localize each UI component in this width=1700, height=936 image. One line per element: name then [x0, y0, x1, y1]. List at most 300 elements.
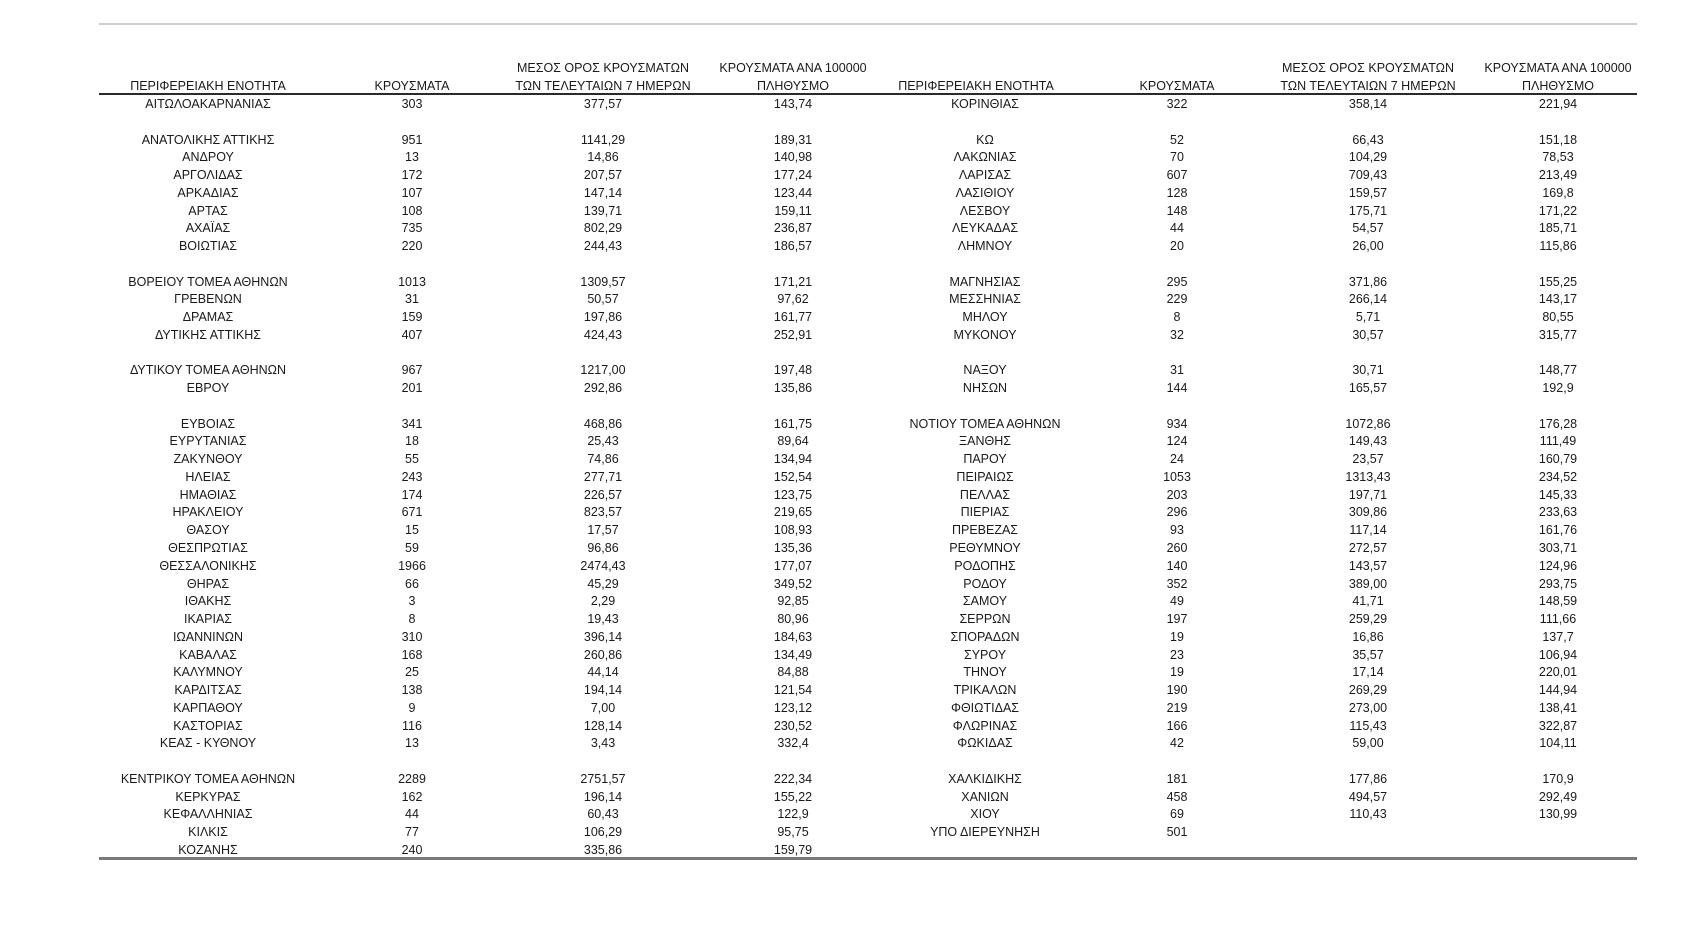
per100k-cell: 161,77 [773, 310, 813, 325]
region-cell: ΑΝΑΤΟΛΙΚΗΣ ΑΤΤΙΚΗΣ [141, 132, 275, 147]
per100k-cell: 130,99 [1538, 807, 1578, 822]
avg7-cell: 74,86 [587, 452, 619, 467]
avg7-cell: 25,43 [587, 434, 619, 449]
avg7-cell: 194,14 [583, 683, 623, 698]
per100k-cell: 349,52 [773, 576, 813, 591]
cases-cell: 42 [1170, 736, 1184, 751]
avg7-cell: 7,00 [590, 700, 616, 715]
region-cell: ΚΩ [976, 132, 994, 147]
header-per100k-line1: ΚΡΟΥΣΜΑΤΑ ΑΝΑ 100000 [1484, 61, 1632, 75]
cases-cell: 172 [401, 168, 423, 183]
avg7-cell: 17,57 [587, 523, 619, 538]
avg7-cell: 1217,00 [580, 363, 626, 378]
avg7-cell: 226,57 [583, 487, 623, 502]
region-cell: ΚΑΣΤΟΡΙΑΣ [173, 718, 243, 733]
per100k-cell: 197,48 [773, 363, 813, 378]
region-cell: ΚΑΛΥΜΝΟΥ [173, 665, 243, 680]
per100k-cell: 161,76 [1538, 523, 1578, 538]
per100k-cell: 135,86 [773, 381, 813, 396]
cases-cell: 607 [1166, 168, 1188, 183]
cases-cell: 24 [1170, 452, 1184, 467]
header-region: ΠΕΡΙΦΕΡΕΙΑΚΗ ΕΝΟΤΗΤΑ [130, 79, 286, 93]
per100k-cell: 137,7 [1542, 629, 1574, 644]
cases-cell: 220 [401, 239, 423, 254]
region-cell: ΕΥΒΟΙΑΣ [180, 416, 236, 431]
region-cell: ΠΙΕΡΙΑΣ [960, 505, 1010, 520]
avg7-cell: 207,57 [583, 168, 623, 183]
region-cell: ΣΠΟΡΑΔΩΝ [950, 629, 1020, 644]
cases-cell: 341 [401, 416, 423, 431]
cases-cell: 203 [1166, 487, 1188, 502]
cases-cell: 20 [1170, 239, 1184, 254]
per100k-cell: 106,94 [1538, 647, 1578, 662]
region-cell: ΛΗΜΝΟΥ [957, 239, 1013, 254]
avg7-cell: 59,00 [1352, 736, 1384, 751]
cases-cell: 31 [1170, 363, 1184, 378]
per100k-cell: 155,22 [773, 789, 813, 804]
avg7-cell: 30,71 [1352, 363, 1384, 378]
cases-cell: 174 [401, 487, 423, 502]
per100k-cell: 145,33 [1538, 487, 1578, 502]
region-cell: ΘΕΣΣΑΛΟΝΙΚΗΣ [159, 558, 257, 573]
avg7-cell: 1309,57 [580, 274, 626, 289]
per100k-cell: 151,18 [1538, 132, 1578, 147]
per100k-cell: 303,71 [1538, 541, 1578, 555]
per100k-cell: 121,54 [773, 683, 813, 698]
per100k-cell: 293,75 [1538, 576, 1578, 591]
header-cases: ΚΡΟΥΣΜΑΤΑ [374, 79, 450, 93]
region-cell: ΞΑΝΘΗΣ [959, 434, 1011, 449]
per100k-cell: 177,07 [773, 558, 813, 573]
avg7-cell: 14,86 [587, 150, 619, 165]
region-cell: ΛΕΥΚΑΔΑΣ [951, 221, 1019, 236]
avg7-cell: 1141,29 [580, 132, 626, 147]
cases-cell: 352 [1166, 576, 1188, 591]
region-cell: ΝΑΞΟΥ [963, 363, 1007, 378]
header-per100k-line1: ΚΡΟΥΣΜΑΤΑ ΑΝΑ 100000 [719, 61, 867, 75]
region-cell: ΙΘΑΚΗΣ [184, 594, 232, 609]
cases-cell: 168 [401, 647, 423, 662]
per100k-cell: 111,49 [1539, 434, 1577, 449]
region-cell: ΗΜΑΘΙΑΣ [179, 487, 237, 502]
avg7-cell: 266,14 [1348, 292, 1388, 307]
region-cell: ΚΕΑΣ - ΚΥΘΝΟΥ [159, 736, 257, 751]
cases-cell: 55 [405, 452, 419, 467]
cases-cell: 70 [1170, 150, 1184, 165]
region-cell: ΡΟΔΟΥ [963, 576, 1007, 591]
per100k-cell: 252,91 [773, 327, 813, 342]
per100k-cell: 169,8 [1542, 185, 1574, 200]
cases-cell: 19 [1170, 665, 1184, 680]
region-cell: ΚΕΡΚΥΡΑΣ [175, 789, 241, 804]
per100k-cell: 124,96 [1538, 558, 1578, 573]
avg7-cell: 1072,86 [1345, 416, 1391, 431]
cases-cell: 9 [408, 700, 416, 715]
avg7-cell: 139,71 [583, 203, 623, 218]
per100k-cell: 134,94 [773, 452, 813, 467]
avg7-cell: 45,29 [587, 576, 619, 591]
cases-cell: 44 [1170, 221, 1184, 236]
region-cell: ΤΡΙΚΑΛΩΝ [953, 683, 1017, 698]
per100k-cell: 111,66 [1539, 612, 1577, 627]
per100k-cell: 186,57 [773, 239, 813, 254]
avg7-cell: 197,71 [1348, 487, 1388, 502]
region-cell: ΧΑΛΚΙΔΙΚΗΣ [948, 771, 1022, 786]
cases-cell: 128 [1166, 185, 1188, 200]
per100k-cell: 220,01 [1538, 665, 1578, 680]
cases-cell: 124 [1166, 434, 1188, 449]
region-cell: ΒΟΙΩΤΙΑΣ [178, 239, 238, 254]
top-divider [99, 23, 1637, 25]
avg7-cell: 30,57 [1352, 327, 1384, 342]
region-cell: ΒΟΡΕΙΟΥ ΤΟΜΕΑ ΑΘΗΝΩΝ [128, 274, 288, 289]
avg7-cell: 309,86 [1348, 505, 1388, 520]
per100k-cell: 104,11 [1539, 736, 1577, 751]
per100k-cell: 123,75 [773, 487, 813, 502]
avg7-cell: 60,43 [587, 807, 619, 822]
region-cell: ΗΡΑΚΛΕΙΟΥ [172, 505, 244, 520]
cases-cell: 501 [1166, 825, 1188, 840]
per100k-cell: 148,77 [1538, 363, 1578, 378]
per100k-cell: 95,75 [777, 825, 809, 840]
avg7-cell: 26,00 [1352, 239, 1384, 254]
header-avg7-line2: ΤΩΝ ΤΕΛΕΥΤΑΙΩΝ 7 ΗΜΕΡΩΝ [515, 79, 691, 93]
per100k-cell: 152,54 [773, 469, 813, 484]
avg7-cell: 389,00 [1348, 576, 1388, 591]
avg7-cell: 371,86 [1348, 274, 1388, 289]
region-cell: ΚΕΝΤΡΙΚΟΥ ΤΟΜΕΑ ΑΘΗΝΩΝ [120, 771, 296, 786]
per100k-cell: 315,77 [1538, 327, 1578, 342]
cases-cell: 69 [1170, 807, 1184, 822]
region-cell: ΠΕΙΡΑΙΩΣ [956, 469, 1014, 484]
region-cell: ΓΡΕΒΕΝΩΝ [174, 292, 242, 307]
avg7-cell: 277,71 [583, 469, 623, 484]
per100k-cell: 140,98 [773, 150, 813, 165]
region-cell: ΝΗΣΩΝ [962, 381, 1008, 396]
per100k-cell: 192,9 [1542, 381, 1574, 396]
region-cell: ΜΗΛΟΥ [962, 310, 1008, 325]
avg7-cell: 335,86 [583, 842, 623, 857]
region-cell: ΘΕΣΠΡΩΤΙΑΣ [168, 541, 248, 555]
per100k-cell: 97,62 [777, 292, 809, 307]
region-cell: ΧΙΟΥ [970, 807, 1000, 822]
avg7-cell: 2474,43 [580, 558, 626, 573]
avg7-cell: 396,14 [583, 629, 623, 644]
bottom-divider [99, 857, 1637, 860]
cases-cell: 107 [401, 185, 423, 200]
cases-cell: 2289 [398, 771, 426, 786]
region-cell: ΚΟΡΙΝΘΙΑΣ [951, 97, 1019, 111]
avg7-cell: 159,57 [1348, 185, 1388, 200]
per100k-cell: 332,4 [777, 736, 809, 751]
avg7-cell: 54,57 [1352, 221, 1384, 236]
per100k-cell: 123,12 [773, 700, 813, 715]
per100k-cell: 143,74 [773, 97, 813, 111]
cases-cell: 108 [401, 203, 423, 218]
per100k-cell: 230,52 [773, 718, 813, 733]
avg7-cell: 128,14 [583, 718, 623, 733]
region-cell: ΑΧΑΪΑΣ [185, 221, 231, 236]
avg7-cell: 23,57 [1352, 452, 1384, 467]
region-cell: ΣΕΡΡΩΝ [959, 612, 1011, 627]
avg7-cell: 358,14 [1348, 97, 1388, 111]
avg7-cell: 175,71 [1348, 203, 1388, 218]
cases-cell: 407 [401, 327, 423, 342]
avg7-cell: 260,86 [583, 647, 623, 662]
cases-cell: 31 [405, 292, 419, 307]
region-cell: ΚΑΡΔΙΤΣΑΣ [174, 683, 242, 698]
region-cell: ΜΑΓΝΗΣΙΑΣ [949, 274, 1021, 289]
avg7-cell: 66,43 [1352, 132, 1384, 147]
avg7-cell: 244,43 [583, 239, 623, 254]
per100k-cell: 80,55 [1542, 310, 1574, 325]
cases-cell: 240 [401, 842, 423, 857]
per100k-cell: 213,49 [1538, 168, 1578, 183]
cases-cell: 1053 [1163, 469, 1191, 484]
cases-cell: 458 [1166, 789, 1188, 804]
per100k-cell: 143,17 [1538, 292, 1578, 307]
avg7-cell: 2,29 [590, 594, 616, 609]
region-cell: ΥΠΟ ΔΙΕΡΕΥΝΗΣΗ [930, 825, 1040, 840]
per100k-cell: 234,52 [1538, 469, 1578, 484]
region-cell: ΚΕΦΑΛΛΗΝΙΑΣ [163, 807, 253, 822]
cases-cell: 15 [405, 523, 419, 538]
cases-cell: 735 [401, 221, 423, 236]
region-cell: ΘΑΣΟΥ [186, 523, 230, 538]
avg7-cell: 106,29 [583, 825, 623, 840]
cases-cell: 18 [405, 434, 419, 449]
avg7-cell: 272,57 [1348, 541, 1388, 555]
per100k-cell: 221,94 [1538, 97, 1578, 111]
avg7-cell: 259,29 [1348, 612, 1388, 627]
per100k-cell: 292,49 [1538, 789, 1578, 804]
cases-cell: 49 [1170, 594, 1184, 609]
avg7-cell: 117,14 [1349, 523, 1387, 538]
avg7-cell: 177,86 [1348, 771, 1388, 786]
avg7-cell: 196,14 [583, 789, 623, 804]
cases-cell: 144 [1166, 381, 1188, 396]
per100k-cell: 108,93 [773, 523, 813, 538]
region-cell: ΣΑΜΟΥ [962, 594, 1008, 609]
region-cell: ΛΑΣΙΘΙΟΥ [955, 185, 1015, 200]
avg7-cell: 377,57 [583, 97, 623, 111]
region-cell: ΦΘΙΩΤΙΔΑΣ [950, 700, 1020, 715]
per100k-cell: 115,86 [1539, 239, 1577, 254]
avg7-cell: 292,86 [583, 381, 623, 396]
avg7-cell: 35,57 [1352, 647, 1384, 662]
region-cell: ΑΝΔΡΟΥ [182, 150, 234, 165]
cases-cell: 44 [405, 807, 419, 822]
region-cell: ΜΕΣΣΗΝΙΑΣ [949, 292, 1021, 307]
header-per100k [1484, 59, 1631, 95]
per100k-cell: 233,63 [1538, 505, 1578, 520]
avg7-cell: 104,29 [1348, 150, 1388, 165]
avg7-cell: 143,57 [1348, 558, 1388, 573]
avg7-cell: 2751,57 [580, 771, 626, 786]
per100k-cell: 222,34 [773, 771, 813, 786]
per100k-cell: 89,64 [777, 434, 809, 449]
avg7-cell: 468,86 [583, 416, 623, 431]
region-cell: ΣΥΡΟΥ [963, 647, 1007, 662]
per100k-cell: 122,9 [777, 807, 809, 822]
avg7-cell: 823,57 [583, 505, 623, 520]
cases-cell: 219 [1166, 700, 1188, 715]
cases-cell: 23 [1170, 647, 1184, 662]
per100k-cell: 177,24 [773, 168, 813, 183]
avg7-cell: 424,43 [583, 327, 623, 342]
region-cell: ΚΑΒΑΛΑΣ [179, 647, 237, 662]
per100k-cell: 138,41 [1538, 700, 1578, 715]
region-cell: ΔΥΤΙΚΗΣ ΑΤΤΙΚΗΣ [155, 327, 261, 342]
avg7-cell: 269,29 [1348, 683, 1388, 698]
cases-cell: 148 [1166, 203, 1188, 218]
header-divider [99, 93, 1637, 95]
avg7-cell: 17,14 [1352, 665, 1384, 680]
avg7-cell: 5,71 [1355, 310, 1381, 325]
per100k-cell: 171,22 [1538, 203, 1578, 218]
per100k-cell: 171,21 [773, 274, 813, 289]
avg7-cell: 115,43 [1349, 718, 1387, 733]
cases-cell: 166 [1166, 718, 1188, 733]
header-avg7-line2: ΤΩΝ ΤΕΛΕΥΤΑΙΩΝ 7 ΗΜΕΡΩΝ [1280, 79, 1456, 93]
avg7-cell: 96,86 [587, 541, 619, 555]
avg7-cell: 147,14 [583, 185, 623, 200]
cases-cell: 66 [405, 576, 419, 591]
cases-cell: 1013 [398, 274, 426, 289]
per100k-cell: 84,88 [777, 665, 809, 680]
cases-cell: 52 [1170, 132, 1184, 147]
region-cell: ΠΑΡΟΥ [963, 452, 1007, 467]
avg7-cell: 16,86 [1352, 629, 1384, 644]
region-cell: ΑΡΤΑΣ [188, 203, 228, 218]
region-cell: ΛΑΚΩΝΙΑΣ [953, 150, 1017, 165]
cases-cell: 951 [401, 132, 423, 147]
per100k-cell: 322,87 [1538, 718, 1578, 733]
cases-cell: 197 [1166, 612, 1188, 627]
header-cases: ΚΡΟΥΣΜΑΤΑ [1139, 79, 1215, 93]
region-cell: ΔΡΑΜΑΣ [182, 310, 234, 325]
per100k-cell: 134,49 [773, 647, 813, 662]
avg7-cell: 494,57 [1348, 789, 1388, 804]
region-cell: ΝΟΤΙΟΥ ΤΟΜΕΑ ΑΘΗΝΩΝ [909, 416, 1061, 431]
per100k-cell: 219,65 [773, 505, 813, 520]
region-cell: ΕΥΡΥΤΑΝΙΑΣ [169, 434, 247, 449]
cases-cell: 1966 [398, 558, 426, 573]
avg7-cell: 149,43 [1348, 434, 1388, 449]
avg7-cell: 1313,43 [1345, 469, 1391, 484]
region-cell: ΖΑΚΥΝΘΟΥ [173, 452, 243, 467]
region-cell: ΙΩΑΝΝΙΝΩΝ [172, 629, 244, 644]
per100k-cell: 159,79 [773, 842, 813, 857]
per100k-cell: 155,25 [1538, 274, 1578, 289]
cases-cell: 159 [401, 310, 423, 325]
per100k-cell: 189,31 [773, 132, 813, 147]
cases-cell: 8 [408, 612, 416, 627]
avg7-cell: 110,43 [1349, 807, 1387, 822]
cases-cell: 13 [405, 736, 419, 751]
cases-cell: 967 [401, 363, 423, 378]
header-per100k-line2: ΠΛΗΘΥΣΜΟ [757, 79, 829, 93]
region-cell: ΛΕΣΒΟΥ [959, 203, 1011, 218]
cases-cell: 260 [1166, 541, 1188, 555]
region-cell: ΗΛΕΙΑΣ [185, 469, 231, 484]
region-cell: ΚΙΛΚΙΣ [188, 825, 228, 840]
per100k-cell: 170,9 [1542, 771, 1574, 786]
per100k-cell: 160,79 [1538, 452, 1578, 467]
per100k-cell: 123,44 [773, 185, 813, 200]
cases-cell: 3 [408, 594, 416, 609]
cases-cell: 77 [405, 825, 419, 840]
per100k-cell: 135,36 [773, 541, 813, 555]
cases-cell: 93 [1170, 523, 1184, 538]
per100k-cell: 148,59 [1538, 594, 1578, 609]
region-cell: ΚΑΡΠΑΘΟΥ [173, 700, 243, 715]
cases-cell: 25 [405, 665, 419, 680]
per100k-cell: 236,87 [773, 221, 813, 236]
per100k-cell: 184,63 [773, 629, 813, 644]
avg7-cell: 41,71 [1352, 594, 1384, 609]
avg7-cell: 44,14 [587, 665, 619, 680]
header-avg7-line1: ΜΕΣΟΣ ΟΡΟΣ ΚΡΟΥΣΜΑΤΩΝ [516, 61, 690, 75]
region-cell: ΠΕΛΛΑΣ [959, 487, 1011, 502]
cases-cell: 229 [1166, 292, 1188, 307]
avg7-cell: 273,00 [1348, 700, 1388, 715]
header-avg7-line1: ΜΕΣΟΣ ΟΡΟΣ ΚΡΟΥΣΜΑΤΩΝ [1281, 61, 1455, 75]
cases-cell: 162 [401, 789, 423, 804]
per100k-cell: 176,28 [1538, 416, 1578, 431]
region-cell: ΤΗΝΟΥ [963, 665, 1007, 680]
region-cell: ΚΟΖΑΝΗΣ [178, 842, 238, 857]
per100k-cell: 92,85 [777, 594, 809, 609]
per100k-cell: 80,96 [777, 612, 809, 627]
header-per100k-line2: ΠΛΗΘΥΣΜΟ [1522, 79, 1594, 93]
header-avg7 [1280, 59, 1455, 95]
header-avg7 [515, 59, 690, 95]
region-cell: ΡΕΘΥΜΝΟΥ [949, 541, 1021, 555]
region-cell: ΑΡΚΑΔΙΑΣ [177, 185, 239, 200]
cases-cell: 310 [401, 629, 423, 644]
region-cell: ΠΡΕΒΕΖΑΣ [951, 523, 1019, 538]
region-cell: ΛΑΡΙΣΑΣ [958, 168, 1012, 183]
avg7-cell: 50,57 [587, 292, 619, 307]
per100k-cell: 78,53 [1542, 150, 1574, 165]
cases-cell: 303 [401, 97, 423, 111]
region-cell: ΙΚΑΡΙΑΣ [183, 612, 233, 627]
cases-cell: 322 [1166, 97, 1188, 111]
region-cell: ΜΥΚΟΝΟΥ [953, 327, 1017, 342]
per100k-cell: 144,94 [1538, 683, 1578, 698]
avg7-cell: 197,86 [583, 310, 623, 325]
avg7-cell: 19,43 [587, 612, 619, 627]
region-cell: ΘΗΡΑΣ [186, 576, 230, 591]
header-per100k [719, 59, 866, 95]
region-cell: ΦΛΩΡΙΝΑΣ [952, 718, 1018, 733]
cases-cell: 181 [1166, 771, 1188, 786]
cases-cell: 19 [1170, 629, 1184, 644]
avg7-cell: 709,43 [1348, 168, 1388, 183]
cases-cell: 201 [401, 381, 423, 396]
avg7-cell: 165,57 [1348, 381, 1388, 396]
per100k-cell: 161,75 [773, 416, 813, 431]
cases-cell: 8 [1173, 310, 1181, 325]
header-region: ΠΕΡΙΦΕΡΕΙΑΚΗ ΕΝΟΤΗΤΑ [898, 79, 1054, 93]
cases-cell: 934 [1166, 416, 1188, 431]
region-cell: ΡΟΔΟΠΗΣ [954, 558, 1016, 573]
cases-cell: 13 [405, 150, 419, 165]
per100k-cell: 185,71 [1538, 221, 1578, 236]
region-cell: ΑΡΓΟΛΙΔΑΣ [173, 168, 243, 183]
cases-cell: 671 [401, 505, 423, 520]
